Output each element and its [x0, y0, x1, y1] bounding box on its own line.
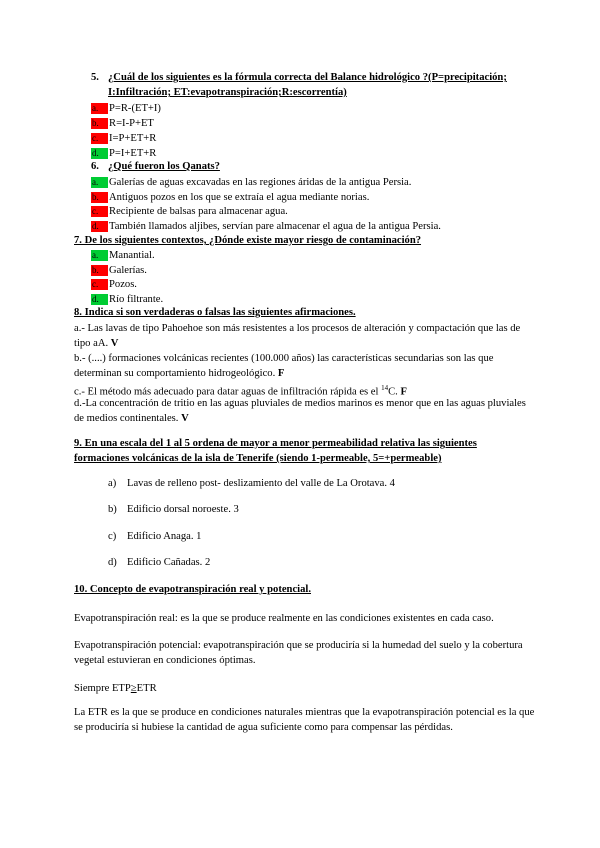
q10-title: 10. Concepto de evapotranspiración real y potencial. [74, 584, 311, 595]
q6-title: ¿Qué fueron los Qanats? [108, 161, 220, 172]
answer-marker: c. [91, 133, 108, 144]
q10-paragraph-potential: Evapotranspiración potencial: evapotranspiración que se produciría si la humedad del suelo y la cobertura vegetal estuvieran en condiciones óptimas. [74, 640, 523, 666]
answer-marker: b. [91, 118, 108, 129]
q8-c-text: c.- El método más adecuado para datar aguas de infiltración rápida es el [74, 386, 379, 398]
q9-title-line2: formaciones volcánicas de la isla de Tenerife (siendo 1-permeable, 5=+permeable) [74, 453, 442, 464]
q8-c-answer: F [400, 386, 407, 398]
answer-marker: a. [91, 250, 108, 261]
q8-b-text: b.- (....) formaciones volcánicas recientes (100.000 años) las características secundarias son las que determinan su comportamiento hidrogeológico. [74, 353, 494, 379]
answer-marker: c. [91, 279, 108, 290]
q5-title-line2: I:Infiltración; ET:evapotranspiración;R:escorrentía) [108, 87, 347, 98]
answer-marker: b. [91, 265, 108, 276]
item-text: Edificio Cañadas. 2 [127, 557, 211, 568]
option-text: Pozos. [109, 279, 137, 290]
q10-paragraph-comparison: La ETR es la que se produce en condiciones naturales mientras que la evapotranspiración potencial es la que se produciría si hubiese la cantidad de agua suficiente como para compensar las pérdidas. [74, 707, 535, 733]
item-letter: d) [108, 557, 117, 568]
q6-number: 6. [91, 161, 99, 172]
option-text: También llamados aljibes, servían pare almacenar el agua de la antigua Persia. [109, 220, 441, 232]
q8-statement-b [74, 351, 536, 381]
q8-statement-d [74, 396, 536, 426]
item-text: Edificio dorsal noroeste. 3 [127, 504, 239, 515]
q8-c-text-after: C. [388, 386, 398, 398]
option-text: P=R-(ET+I) [109, 103, 161, 114]
option-text: Recipiente de balsas para almacenar agua. [109, 206, 288, 217]
q5-number: 5. [91, 72, 99, 83]
answer-marker: d. [91, 294, 108, 305]
item-text: Edificio Anaga. 1 [127, 531, 202, 542]
q8-a-text: a.- Las lavas de tipo Pahoehoe son más resistentes a los procesos de alteración y compactación que las de tipo aA. [74, 323, 521, 349]
q8-statement-a [74, 321, 536, 351]
answer-marker: b. [91, 192, 108, 203]
q8-title: 8. Indica si son verdaderas o falsas las siguientes afirmaciones. [74, 307, 356, 318]
q10-paragraph-inequality [74, 681, 536, 696]
answer-marker: a. [91, 177, 108, 188]
item-letter: a) [108, 478, 117, 489]
q10-ge-symbol: ≥ [130, 683, 137, 694]
q8-d-text: d.-La concentración de tritio en las aguas pluviales de medios marinos es menor que en las aguas pluviales de medios continentales. [74, 398, 526, 424]
q10-etp: Siempre ETP [74, 683, 131, 694]
answer-marker: c. [91, 206, 108, 217]
q8-d-answer: V [181, 413, 189, 424]
item-letter: b) [108, 504, 117, 515]
option-text: Galerías de aguas excavadas en las regiones áridas de la antigua Persia. [109, 177, 412, 188]
q7-title: 7. De los siguientes contextos, ¿Dónde existe mayor riesgo de contaminación? [74, 235, 422, 246]
option-text: Manantial. [109, 250, 155, 261]
option-text: Río filtrante. [109, 293, 164, 305]
answer-marker: d. [91, 148, 108, 159]
q5-title-line1: ¿Cuál de los siguientes es la fórmula correcta del Balance hidrológico ?(P=precipitación; [108, 72, 507, 83]
q10-etr: ETR [136, 683, 157, 694]
q9-title-line1: 9. En una escala del 1 al 5 ordena de mayor a menor permeabilidad relativa las siguientes [74, 438, 477, 449]
q10-paragraph-real: Evapotranspiración real: es la que se produce realmente en las condiciones existentes en cada caso. [74, 613, 494, 624]
item-letter: c) [108, 531, 117, 542]
answer-marker: d. [91, 221, 108, 232]
q8-b-answer: F [277, 368, 285, 379]
option-text: Antiguos pozos en los que se extraía el agua mediante norias. [109, 191, 370, 203]
option-text: P=I+ET+R [109, 148, 157, 159]
q8-a-answer: V [110, 338, 119, 349]
option-text: R=I-P+ET [109, 118, 154, 129]
item-text: Lavas de relleno post- deslizamiento del valle de La Orotava. 4 [127, 478, 395, 489]
option-text: I=P+ET+R [109, 133, 157, 144]
option-text: Galerías. [109, 264, 147, 276]
q8-c-superscript: 14 [381, 384, 389, 392]
answer-marker: a. [91, 103, 108, 114]
